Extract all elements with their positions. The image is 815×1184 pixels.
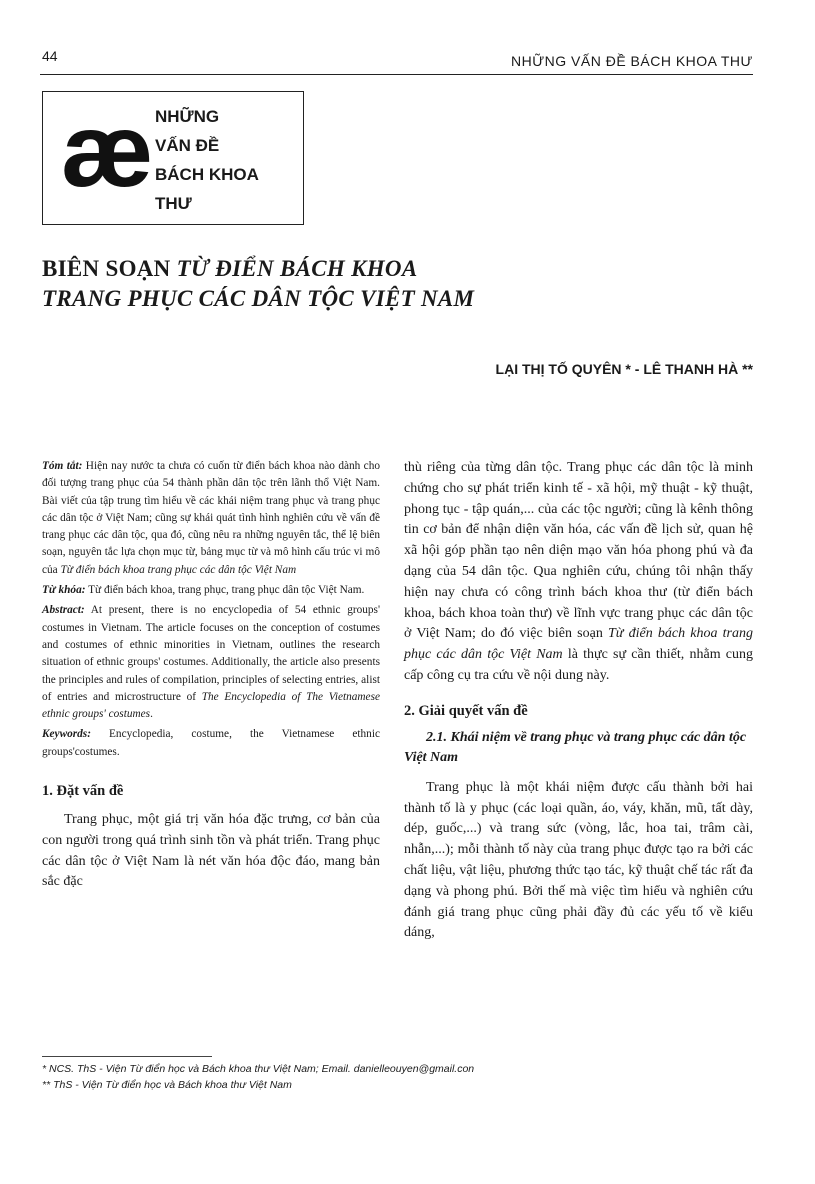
section-2-heading: 2. Giải quyết vấn đề [404, 702, 528, 719]
abstract-vi-text: Hiện nay nước ta chưa có cuốn từ điển bách khoa nào dành cho đối tượng trang phục của 54 thành phần dân tộc trên lãnh thổ Việt Nam. Bài viết của tập trung tìm hiểu về các khái niệm trang phục và trang phục các dân tộc ở Việt Nam; cũng sự khái quát tình hình nghiên cứu về vấn đề trang phục các dân tộc, qua đó, cũng nêu ra những nguyên tắc, thể lệ biên soạn, nguyên tắc lựa chọn mục từ, bảng mục từ và mô hình cấu trúc vi mô của [42, 460, 380, 576]
title-part-a: BIÊN SOẠN [42, 256, 177, 281]
page-number: 44 [42, 48, 58, 64]
logo-text [155, 102, 259, 218]
abstract-vi-italic: Từ điển bách khoa trang phục các dân tộc Việt Nam [60, 563, 297, 576]
header-rule [40, 74, 753, 75]
keywords-vi [42, 582, 380, 599]
keywords-vi-text: Từ điển bách khoa, trang phục, trang phục dân tộc Việt Nam. [85, 584, 365, 597]
authors: LẠI THỊ TỐ QUYÊN * - LÊ THANH HÀ ** [495, 361, 753, 377]
abstract-en-end: . [150, 708, 153, 721]
abstract-en-label: Abstract: [42, 604, 85, 617]
abstract-en-italic: The Encyclopedia of The Vietnamese ethnic groups' costumes [42, 690, 380, 721]
logo-line: THƯ [155, 194, 192, 213]
abstract-en [42, 602, 380, 723]
left-column [42, 458, 380, 893]
ae-logo-icon [57, 104, 169, 204]
title-part-b: TỪ ĐIỂN BÁCH KHOA [176, 256, 418, 281]
right-paragraph-1 [404, 458, 753, 687]
section-1-heading: 1. Đặt vấn đề [42, 783, 124, 800]
footnotes [42, 1061, 474, 1093]
footnote-rule [42, 1056, 212, 1057]
journal-logo-box [42, 91, 304, 225]
right-para-1-end: là thực sự cần thiết, nhằm cung cấp công cụ tra cứu về nội dung này. [404, 647, 753, 683]
title-line-2: TRANG PHỤC CÁC DÂN TỘC VIỆT NAM [42, 286, 475, 311]
footnote-2: ** ThS - Viện Từ điển học và Bách khoa thư Việt Nam [42, 1079, 292, 1091]
footnote-1: * NCS. ThS - Viện Từ điển học và Bách khoa thư Việt Nam; Email. danielleouyen@gmail.con [42, 1063, 475, 1075]
logo-line: BÁCH KHOA [155, 165, 259, 184]
logo-line: VẤN ĐỀ [155, 136, 220, 155]
running-title: NHỮNG VẤN ĐỀ BÁCH KHOA THƯ [510, 53, 753, 69]
ae-logo-glyph: æ [61, 104, 154, 204]
logo-line: NHỮNG [155, 107, 220, 126]
abstract-vi [42, 458, 380, 579]
section-1-paragraph: Trang phục, một giá trị văn hóa đặc trưng, cơ bản của con người trong quá trình sinh tồn và phát triển. Trang phục các dân tộc ở Việt Nam là nét văn hóa độc đáo, mang bản sắc đặc [42, 812, 380, 890]
article-title [42, 254, 474, 314]
keywords-en-text: Encyclopedia, costume, the Vietnamese ethnic groups'costumes. [42, 728, 380, 758]
right-para-1-italic: Từ điển bách khoa trang phục các dân tộc Việt Nam [404, 626, 753, 663]
keywords-vi-label: Từ khóa: [42, 584, 86, 597]
abstract-en-text: At present, there is no encyclopedia of 54 ethnic groups' costumes in Vietnam. The article focuses on the conception of costumes and costumes of ethnic minorities in Vietnam, outlines the research situation of ethnic groups' costumes. Additionally, the article also presents the principles and rules of compilation, principles of selecting entries, alist of entries and microstructure of [42, 604, 380, 703]
right-para-1-text: thù riêng của từng dân tộc. Trang phục các dân tộc là minh chứng cho sự phát triển kinh tế - xã hội, mỹ thuật - kỹ thuật, phong tục - tập quán,... của các tộc người; cũng là kênh thông tin cơ bản để nhận diện văn hóa, các vấn đề lịch sử, quan hệ xã hội góp phần tạo nên diện mạo văn hóa phong phú và đa dạng của 54 dân tộc. Qua nghiên cứu, chúng tôi nhận thấy hiện nay chưa có công trình bách khoa thư (từ điển bách khoa, bách khoa toàn thư) về lĩnh vực trang phục các dân tộc ở Việt Nam; do đó việc biên soạn [404, 460, 753, 642]
abstract-vi-label: Tóm tắt: [42, 460, 83, 472]
right-column [404, 458, 753, 944]
keywords-en [42, 726, 380, 761]
section-2-1-heading: 2.1. Khái niệm về trang phục và trang phục các dân tộc Việt Nam [404, 729, 747, 765]
right-paragraph-2: Trang phục là một khái niệm được cấu thành bởi hai thành tố là y phục (các loại quần, áo, váy, khăn, mũ, tất dày, dép, guốc,...) và trang sức (vòng, lắc, hoa tai, trâm cài, nhẫn,...); mỗi thành tố này của trang phục được tạo ra bởi các chất liệu, vật liệu, phương thức tạo tác, kỹ thuật chế tác rất đa dạng và phong phú. Bởi thế mà việc tìm hiểu và nghiên cứu đánh giá trang phục cũng phải đầy đủ các yếu tố về kiểu dáng, [404, 779, 753, 941]
keywords-en-label: Keywords: [42, 728, 91, 741]
title-line-1 [42, 254, 474, 284]
